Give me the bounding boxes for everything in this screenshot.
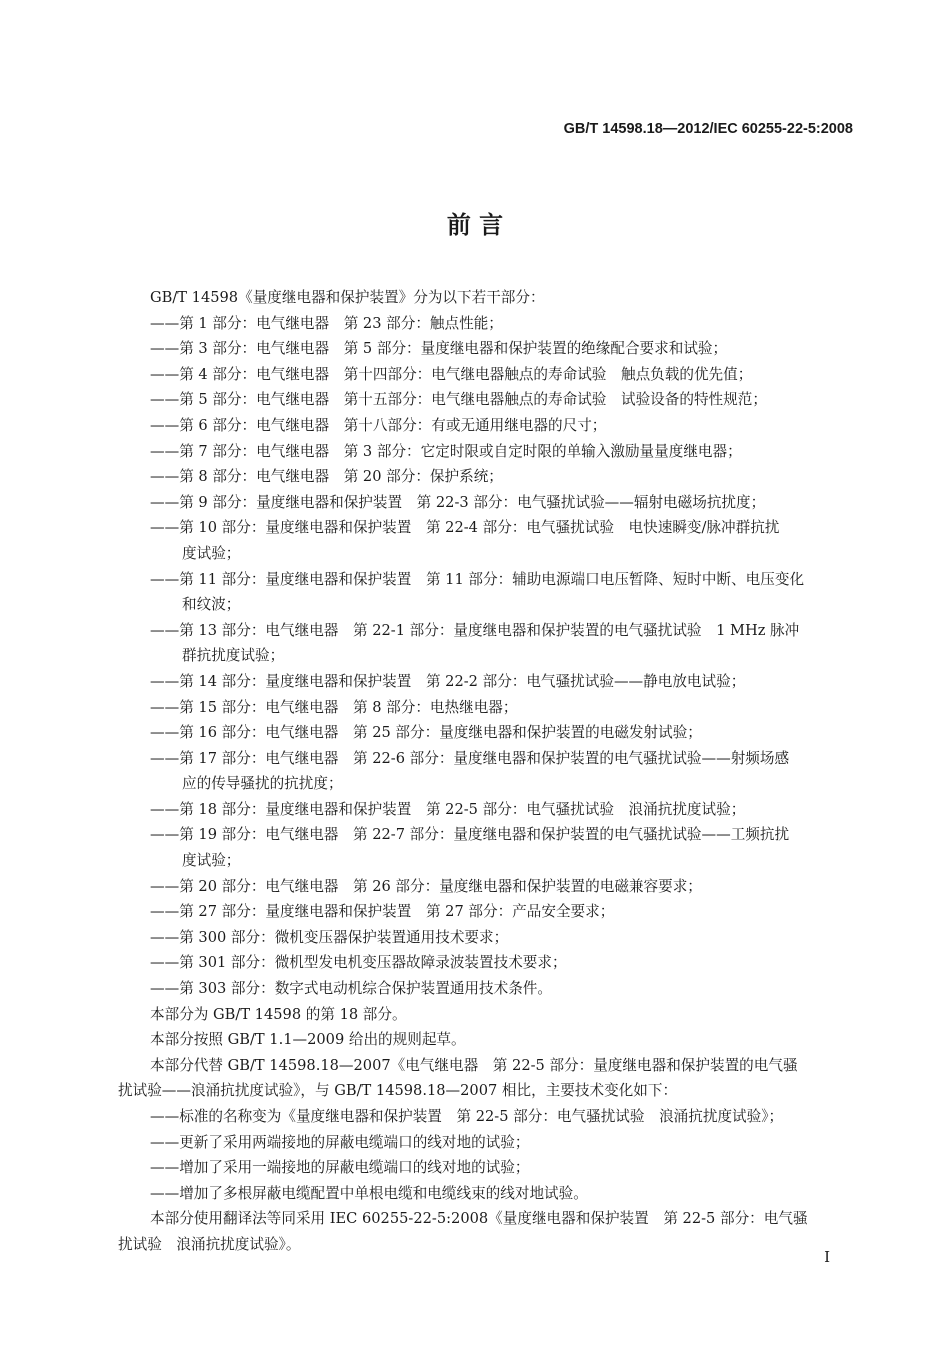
list-item: ——第 1 部分：电气继电器 第 23 部分：触点性能； (150, 314, 503, 332)
foreword-body (118, 285, 858, 1258)
list-item: ——第 8 部分：电气继电器 第 20 部分：保护系统； (150, 468, 503, 486)
list-item: ——第 20 部分：电气继电器 第 26 部分：量度继电器和保护装置的电磁兼容要求； (150, 877, 702, 895)
list-item: ——第 14 部分：量度继电器和保护装置 第 22-2 部分：电气骚扰试验——静电放电试验； (150, 672, 746, 690)
list-item: ——第 18 部分：量度继电器和保护装置 第 22-5 部分：电气骚扰试验 浪涌抗扰度试验； (150, 800, 746, 818)
list-item: ——第 15 部分：电气继电器 第 8 部分：电热继电器； (150, 698, 518, 716)
list-item-continuation: 度试验； (182, 544, 241, 562)
list-item: ——第 4 部分：电气继电器 第十四部分：电气继电器触点的寿命试验 触点负载的优先值； (150, 365, 753, 383)
list-item-continuation: 和纹波； (182, 596, 241, 614)
paragraph-part-number: 本部分为 GB/T 14598 的第 18 部分。 (150, 1005, 407, 1023)
list-item: ——第 300 部分：微机变压器保护装置通用技术要求； (150, 928, 509, 946)
list-item: ——第 9 部分：量度继电器和保护装置 第 22-3 部分：电气骚扰试验——辐射电磁场抗扰度； (150, 493, 766, 511)
standard-number: GB/T 14598.18—2012/IEC 60255-22-5:2008 (563, 121, 853, 137)
list-item: ——第 11 部分：量度继电器和保护装置 第 11 部分：辅助电源端口电压暂降、短时中断、电压变化 (150, 570, 805, 588)
change-item: ——增加了多根屏蔽电缆配置中单根电缆和电缆线束的线对地试验。 (150, 1184, 588, 1202)
change-item: ——增加了采用一端接地的屏蔽电缆端口的线对地的试验； (150, 1159, 530, 1177)
paragraph-replaces: 本部分代替 GB/T 14598.18—2007《电气继电器 第 22-5 部分：量度继电器和保护装置的电气骚 (150, 1056, 798, 1074)
list-item: ——第 13 部分：电气继电器 第 22-1 部分：量度继电器和保护装置的电气骚扰试验 1 MHz 脉冲 (150, 621, 800, 639)
change-item: ——更新了采用两端接地的屏蔽电缆端口的线对地的试验； (150, 1133, 530, 1151)
list-item-continuation: 群抗扰度试验； (182, 647, 285, 665)
list-item: ——第 27 部分：量度继电器和保护装置 第 27 部分：产品安全要求； (150, 903, 615, 921)
paragraph-translation-continuation: 扰试验 浪涌抗扰度试验》。 (118, 1235, 301, 1253)
paragraph-translation: 本部分使用翻译法等同采用 IEC 60255-22-5:2008《量度继电器和保护装置 第 22-5 部分：电气骚 (150, 1210, 808, 1228)
intro-paragraph: GB/T 14598《量度继电器和保护装置》分为以下若干部分： (150, 289, 545, 306)
list-item-continuation: 应的传导骚扰的抗扰度； (182, 775, 343, 793)
page-number: I (824, 1248, 830, 1266)
page-title: 前 言 (446, 211, 504, 239)
change-item: ——标准的名称变为《量度继电器和保护装置 第 22-5 部分：电气骚扰试验 浪涌抗扰度试验》； (150, 1108, 784, 1125)
list-item: ——第 17 部分：电气继电器 第 22-6 部分：量度继电器和保护装置的电气骚扰试验——射频场感 (150, 749, 790, 767)
paragraph-replaces-continuation: 扰试验——浪涌抗扰度试验》，与 GB/T 14598.18—2007 相比，主要技术变化如下： (118, 1082, 678, 1100)
list-item: ——第 7 部分：电气继电器 第 3 部分：它定时限或自定时限的单输入激励量量度继电器； (150, 442, 742, 460)
paragraph-drafting-rules: 本部分按照 GB/T 1.1—2009 给出的规则起草。 (150, 1031, 466, 1049)
list-item: ——第 16 部分：电气继电器 第 25 部分：量度继电器和保护装置的电磁发射试验； (150, 724, 702, 742)
list-item: ——第 3 部分：电气继电器 第 5 部分：量度继电器和保护装置的绝缘配合要求和试验； (150, 340, 728, 358)
list-item-continuation: 度试验； (182, 852, 241, 870)
list-item: ——第 303 部分：数字式电动机综合保护装置通用技术条件。 (150, 980, 552, 998)
list-item: ——第 10 部分：量度继电器和保护装置 第 22-4 部分：电气骚扰试验 电快速瞬变/脉冲群抗扰 (150, 519, 780, 537)
list-item: ——第 19 部分：电气继电器 第 22-7 部分：量度继电器和保护装置的电气骚扰试验——工频抗扰 (150, 826, 790, 844)
list-item: ——第 301 部分：微机型发电机变压器故障录波装置技术要求； (150, 954, 567, 972)
list-item: ——第 6 部分：电气继电器 第十八部分：有或无通用继电器的尺寸； (150, 416, 607, 434)
list-item: ——第 5 部分：电气继电器 第十五部分：电气继电器触点的寿命试验 试验设备的特性规范； (150, 391, 767, 409)
